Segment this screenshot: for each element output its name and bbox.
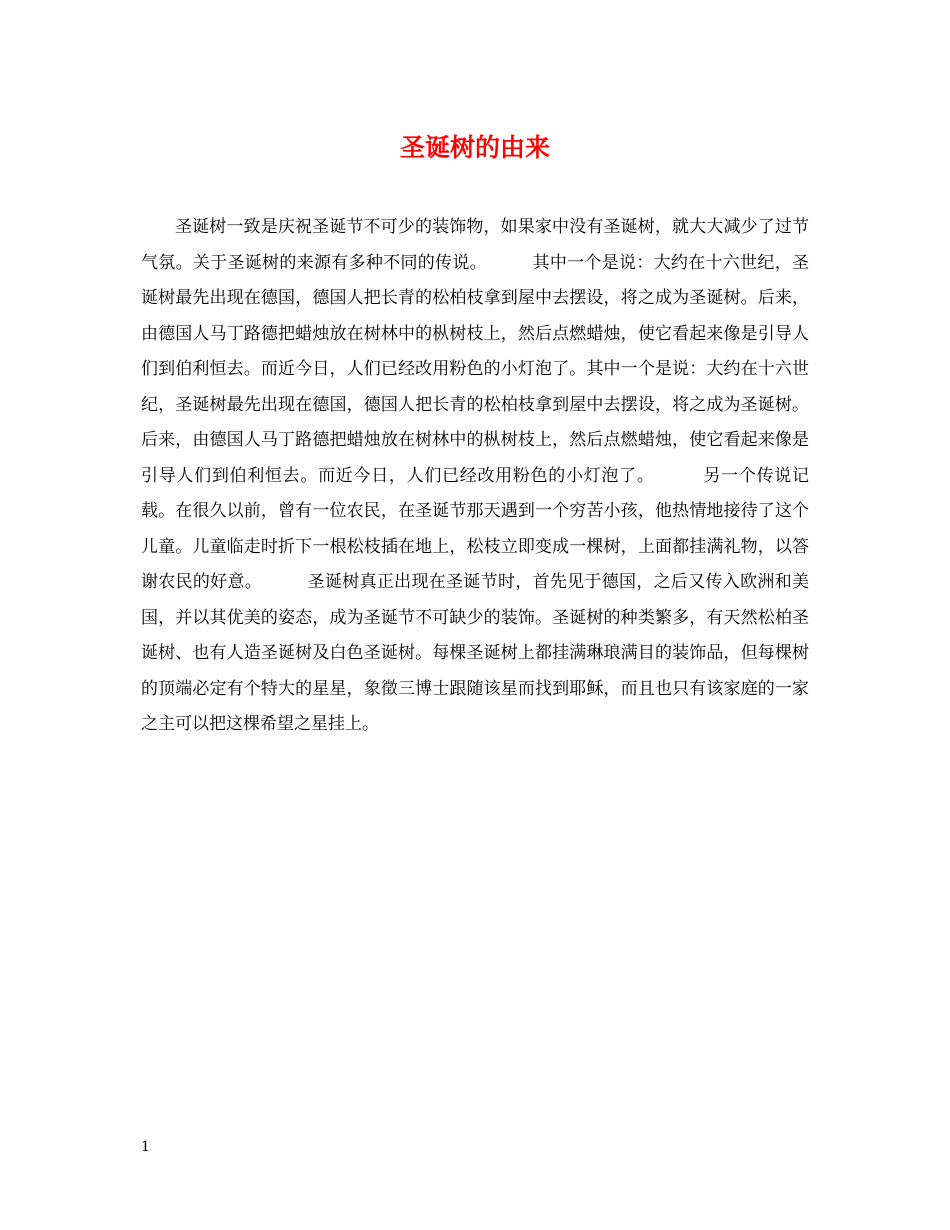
body-paragraph: 圣诞树一致是庆祝圣诞节不可少的装饰物，如果家中没有圣诞树，就大大减少了过节气氛。关于圣诞树的来源有多种不同的传说。 其中一个是说：大约在十六世纪，圣诞树最先出现在德国，德国人把长青的松柏枝拿到屋中去摆设，将之成为圣诞树。后来，由德国人马丁路德把蜡烛放在树林中的枞树枝上，然后点燃蜡烛，使它看起来像是引导人们到伯利恒去。而近今日，人们已经改用粉色的小灯泡了。其中一个是说：大约在十六世纪，圣诞树最先出现在德国，德国人把长青的松柏枝拿到屋中去摆设，将之成为圣诞树。后来，由德国人马丁路德把蜡烛放在树林中的枞树枝上，然后点燃蜡烛，使它看起来像是引导人们到伯利恒去。而近今日，人们已经改用粉色的小灯泡了。 另一个传说记载。在很久以前，曾有一位农民，在圣诞节那天遇到一个穷苦小孩，他热情地接待了这个儿童。儿童临走时折下一根松枝插在地上，松枝立即变成一棵树，上面都挂满礼物，以答谢农民的好意。 圣诞树真正出现在圣诞节时，首先见于德国，之后又传入欧洲和美国，并以其优美的姿态，成为圣诞节不可缺少的装饰。圣诞树的种类繁多，有天然松柏圣诞树、也有人造圣诞树及白色圣诞树。每棵圣诞树上都挂满琳琅满目的装饰品，但每棵树的顶端必定有个特大的星星，象徵三博士跟随该星而找到耶稣，而且也只有该家庭的一家之主可以把这棵希望之星挂上。 xyxy=(141,217,809,734)
page-number: 1 xyxy=(141,1139,150,1155)
document-title: 圣诞树的由来 xyxy=(399,133,550,162)
